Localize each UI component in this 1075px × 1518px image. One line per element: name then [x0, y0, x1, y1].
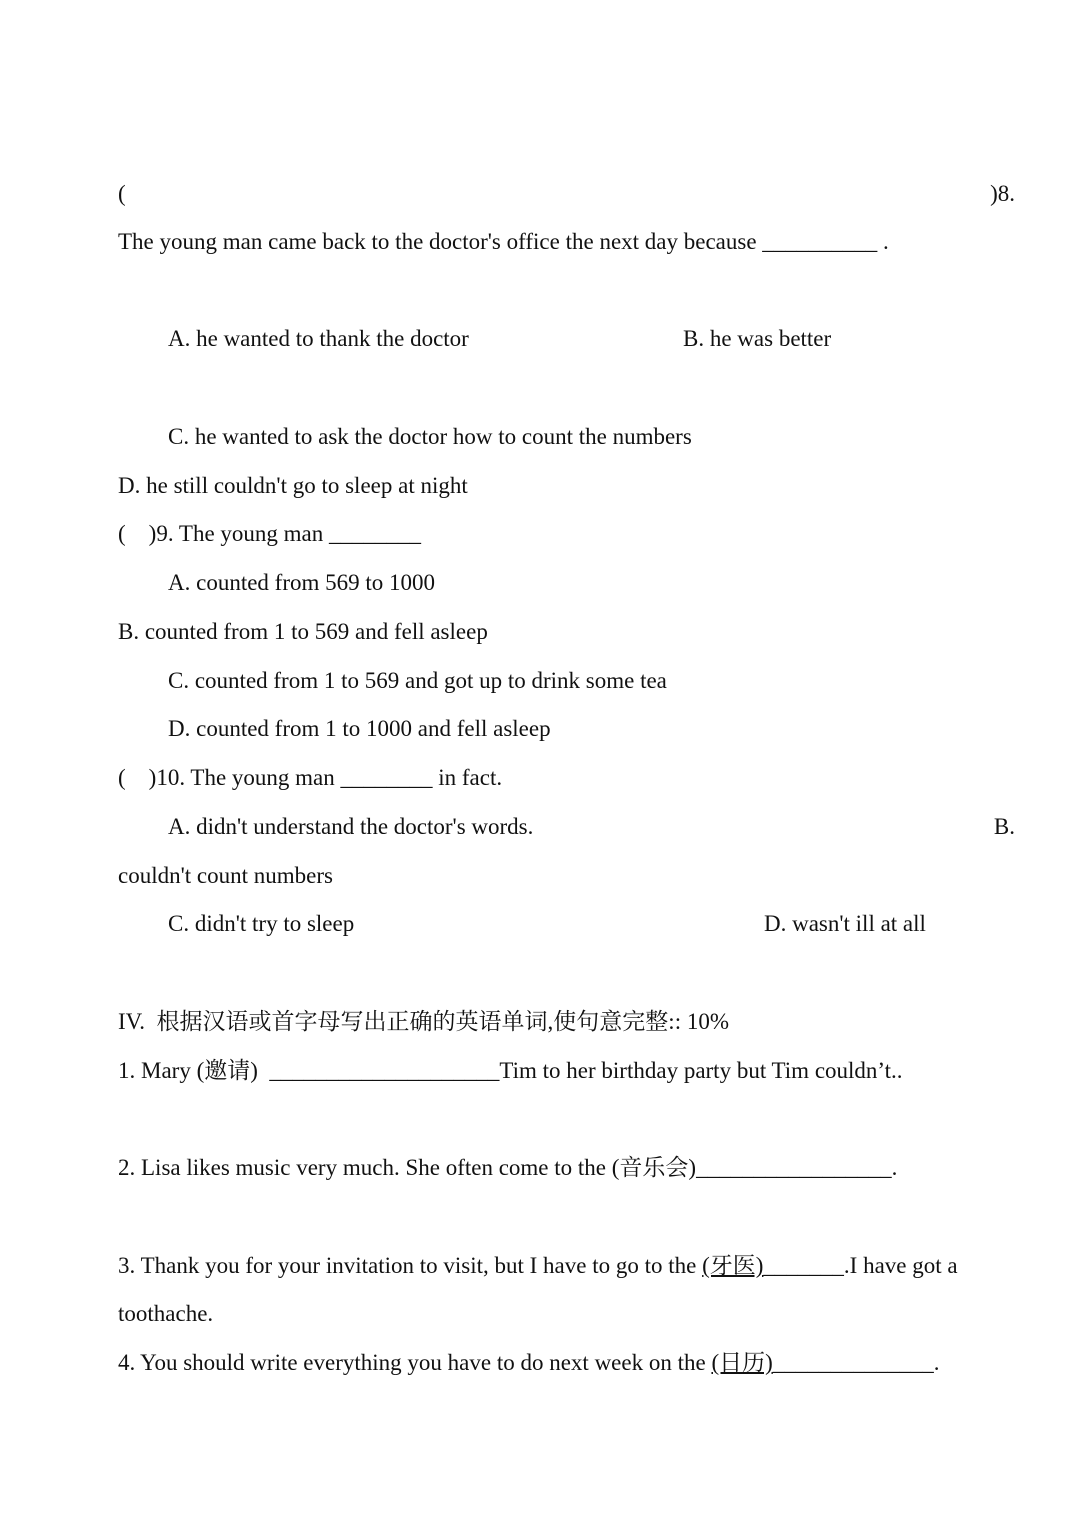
q8-stem: The young man came back to the doctor's office the next day because __________ . — [118, 229, 889, 254]
sentence-1-blank[interactable]: ____________________ — [269, 1058, 500, 1083]
sentence-2: 2. Lisa likes music very much. She often come to the (音乐会)_________________. — [118, 1155, 898, 1180]
sentence-4-suffix: ______________. — [772, 1350, 940, 1375]
sentence-4 — [118, 1351, 940, 1374]
q10-option-b-letter: B. — [993, 814, 1015, 839]
q9-option-d: D. counted from 1 to 1000 and fell asleep — [168, 716, 551, 741]
q10-option-c: C. didn't try to sleep — [168, 911, 355, 936]
sentence-3-prefix: 3. Thank you for your invitation to visit, but I have to go to the — [118, 1253, 703, 1278]
q10-option-a: A. didn't understand the doctor's words. — [168, 814, 534, 839]
q10-stem: ( )10. The young man ________ in fact. — [118, 765, 503, 790]
section-4-heading: IV. 根据汉语或首字母写出正确的英语单词,使句意完整:: 10% — [118, 1009, 729, 1034]
sentence-3-hint: (牙医) — [702, 1253, 764, 1278]
q8-number: )8. — [990, 181, 1015, 206]
q9-option-c: C. counted from 1 to 569 and got up to drink some tea — [168, 668, 667, 693]
sentence-4-prefix: 4. You should write everything you have to do next week on the — [118, 1350, 712, 1375]
q8-option-a: A. he wanted to thank the doctor — [168, 326, 469, 351]
sentence-3-suffix: _______.I have got a — [763, 1253, 958, 1278]
sentence-1 — [118, 1059, 903, 1082]
q8-option-b: B. he was better — [683, 326, 832, 351]
sentence-1-prefix: 1. Mary (邀请) — [118, 1058, 270, 1083]
sentence-3-continuation: toothache. — [118, 1301, 214, 1326]
q9-option-b: B. counted from 1 to 569 and fell asleep — [118, 619, 488, 644]
q10-option-b-text: couldn't count numbers — [118, 863, 333, 888]
sentence-3 — [118, 1254, 958, 1277]
sentence-4-hint: (日历) — [711, 1350, 773, 1375]
q9-option-a: A. counted from 569 to 1000 — [168, 570, 436, 595]
q8-paren: ( — [118, 181, 126, 206]
sentence-1-suffix: Tim to her birthday party but Tim couldn’t.. — [499, 1058, 903, 1083]
q9-stem: ( )9. The young man ________ — [118, 521, 422, 546]
q8-option-c: C. he wanted to ask the doctor how to count the numbers — [168, 424, 692, 449]
q8-option-d: D. he still couldn't go to sleep at night — [118, 473, 468, 498]
q10-option-d: D. wasn't ill at all — [764, 911, 926, 936]
